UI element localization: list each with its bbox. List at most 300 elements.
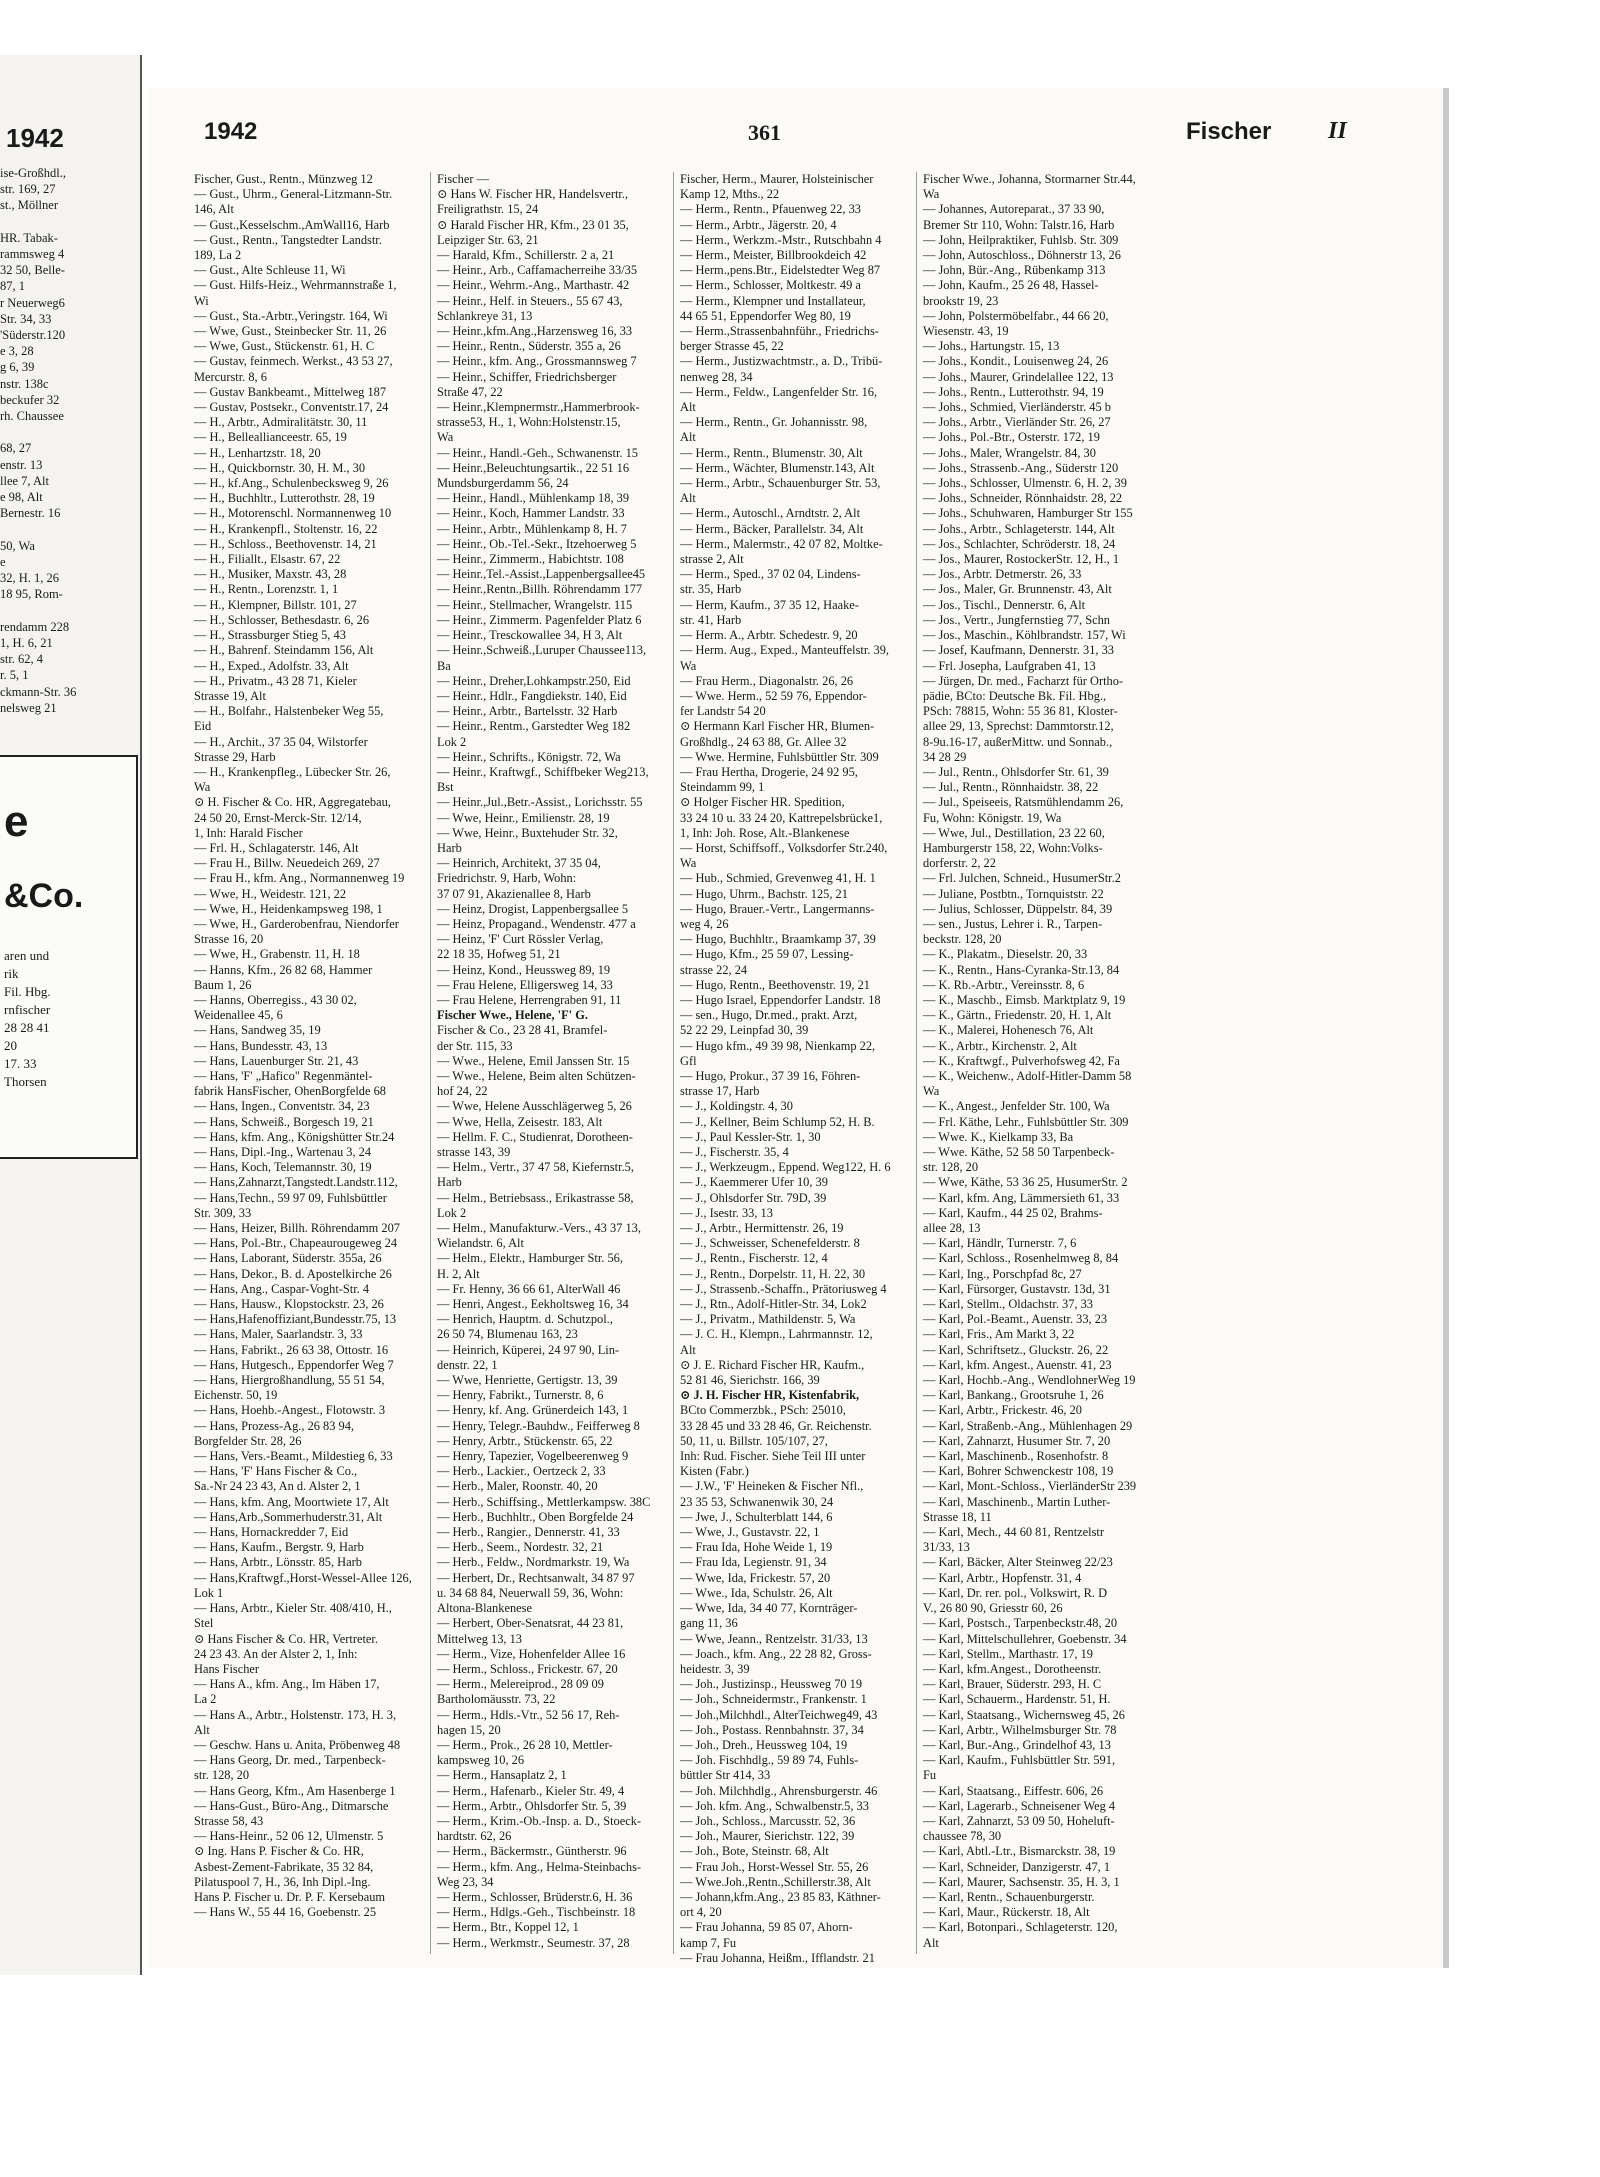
directory-entry: — Hans, Bundesstr. 43, 13 (194, 1038, 328, 1053)
directory-entry: Wa (437, 430, 454, 445)
directory-entry: — Herm., Schloss., Frickestr. 67, 20 (437, 1661, 618, 1676)
directory-entry: La 2 (194, 1692, 217, 1707)
directory-entry: — Herm., Bäckermstr., Güntherstr. 96 (437, 1844, 627, 1859)
directory-entry: — Jul., Speiseeis, Ratsmühlendamm 26, (923, 795, 1124, 810)
directory-entry: 146, Alt (194, 202, 234, 217)
directory-entry: nenweg 28, 34 (680, 369, 753, 384)
directory-entry: — Heinrich, Küperei, 24 97 90, Lin- (437, 1342, 620, 1357)
ad-text-line: 20 (4, 1038, 17, 1053)
directory-entry: 52 22 29, Leinpfad 30, 39 (680, 1023, 809, 1038)
directory-entry: — Karl, Dr. rer. pol., Volkswirt, R. D (923, 1585, 1108, 1600)
directory-entry: — Hans A., Arbtr., Holstenstr. 173, H. 3, (194, 1707, 397, 1722)
directory-entry: — Fr. Henny, 36 66 61, AlterWall 46 (437, 1281, 621, 1296)
directory-entry: — Karl, Maschinenb., Rosenhofstr. 8 (923, 1449, 1109, 1464)
directory-entry: — H., Rentn., Lorenzstr. 1, 1 (194, 582, 339, 597)
directory-entry: — Wwe, H., Heidenkampsweg 198, 1 (194, 901, 383, 916)
previous-page-line (0, 521, 136, 537)
directory-entry: Pilatuspool 7, H., 36, Inh Dipl.-Ing. (194, 1874, 371, 1889)
directory-entry: — Wwe, Heinr., Emilienstr. 28, 19 (437, 810, 610, 825)
directory-entry: Bremer Str 110, Wohn: Talstr.16, Harb (923, 217, 1115, 232)
directory-entry: 37 07 91, Akazienallee 8, Harb (437, 886, 591, 901)
directory-entry: — Heinr.,Schweiß.,Luruper Chaussee113, (437, 643, 647, 658)
directory-entry: Borgfelder Str. 28, 26 (194, 1433, 302, 1448)
directory-entry: Friedrichstr. 9, Harb, Wohn: (437, 871, 577, 886)
directory-entry: — sen., Justus, Lehrer i. R., Tarpen- (923, 916, 1103, 931)
ad-text-line: 28 28 41 (4, 1020, 50, 1035)
directory-entry: — Hans, Prozess-Ag., 26 83 94, (194, 1418, 355, 1433)
directory-entry: ort 4, 20 (680, 1905, 722, 1920)
previous-page-line (0, 602, 136, 618)
directory-entry: — Gust. Hilfs-Heiz., Wehrmannstraße 1, (194, 278, 397, 293)
directory-entry: hof 24, 22 (437, 1084, 488, 1099)
previous-page-line: HR. Tabak- (0, 230, 58, 245)
directory-entry: — Frau H., kfm. Ang., Normannenweg 19 (194, 871, 405, 886)
directory-entry: — Karl, kfm.Angest., Dorotheenstr. (923, 1661, 1102, 1676)
directory-entry: — Heinr.,Tel.-Assist.,Lappenbergsallee45 (437, 567, 646, 582)
directory-entry: — Frau Ida, Legienstr. 91, 34 (680, 1555, 827, 1570)
directory-entry: — Herm. A., Arbtr. Schedestr. 9, 20 (680, 628, 858, 643)
directory-entry: — Hans, Hiergroßhandlung, 55 51 54, (194, 1373, 385, 1388)
directory-entry: — Herm., Rentn., Blumenstr. 30, Alt (680, 445, 863, 460)
ad-text-line: rik (4, 966, 19, 981)
directory-entry: — Herm., Vize, Hohenfelder Allee 16 (437, 1646, 626, 1661)
directory-entry: — Wwe, J., Gustavstr. 22, 1 (680, 1525, 820, 1540)
directory-entry: — Heinr., Handl., Mühlenkamp 18, 39 (437, 491, 630, 506)
directory-entry: H. 2, Alt (437, 1266, 480, 1281)
previous-page-line: e 98, Alt (0, 490, 43, 505)
directory-entry: — Hans, kfm. Ang, Moortwiete 17, Alt (194, 1494, 389, 1509)
directory-entry: — Wwe. Hermine, Fuhlsbüttler Str. 309 (680, 749, 879, 764)
directory-entry: denstr. 22, 1 (437, 1357, 498, 1372)
directory-entry: kampsweg 10, 26 (437, 1753, 525, 1768)
ad-text (4, 947, 51, 1091)
directory-entry: — Henry, kf. Ang. Grünerdeich 143, 1 (437, 1403, 629, 1418)
directory-entry: — Herm., Arbtr., Jägerstr. 20, 4 (680, 217, 837, 232)
directory-entry: Strasse 18, 11 (923, 1509, 992, 1524)
directory-entry: — J., Isestr. 33, 13 (680, 1205, 773, 1220)
directory-entry: — Henry, Tapezier, Vogelbeerenweg 9 (437, 1449, 629, 1464)
directory-entry: — H., Schlosser, Bethesdastr. 6, 26 (194, 612, 370, 627)
directory-entry: — Heinr.,Rentn.,Billh. Röhrendamm 177 (437, 582, 643, 597)
ad-text-line: rnfischer (4, 1002, 51, 1017)
directory-entry: Ba (437, 658, 451, 673)
directory-entry: — Hugo Israel, Eppendorfer Landstr. 18 (680, 992, 881, 1007)
directory-entry: Straße 47, 22 (437, 384, 503, 399)
directory-entry: — Hans, Schweiß., Borgesch 19, 21 (194, 1114, 374, 1129)
directory-entry: — H., Filiallt., Elsastr. 67, 22 (194, 552, 341, 567)
directory-entry: — Karl, Fürsorger, Gustavstr. 13d, 31 (923, 1281, 1111, 1296)
directory-entry: Gfl (680, 1053, 697, 1068)
directory-entry: — Karl, Straßenb.-Ang., Mühlenhagen 29 (923, 1418, 1133, 1433)
directory-entry: — Herb., Buchhltr., Oben Borgfelde 24 (437, 1509, 634, 1524)
directory-entry: Weidenallee 45, 6 (194, 1008, 283, 1023)
directory-entry: — Hans Georg, Kfm., Am Hasenberge 1 (194, 1783, 396, 1798)
previous-page-line: llee 7, Alt (0, 473, 49, 488)
previous-page-line: e (0, 554, 6, 569)
directory-entry: — Gust., Alte Schleuse 11, Wi (194, 263, 346, 278)
directory-entry: — Hans, Lauenburger Str. 21, 43 (194, 1053, 359, 1068)
directory-entry: — Heinr., Handl.-Geh., Schwanenstr. 15 (437, 445, 638, 460)
directory-entry: strasse 22, 24 (680, 962, 748, 977)
directory-entry: — H., Arbtr., Admiralitätstr. 30, 11 (194, 415, 368, 430)
running-head-name: Fischer (1186, 118, 1272, 145)
directory-entry: Eid (194, 719, 212, 734)
directory-entry: — Henri, Angest., Eekholtsweg 16, 34 (437, 1297, 629, 1312)
page-header (148, 88, 1443, 158)
directory-entry: — Karl, Händlr, Turnerstr. 7, 6 (923, 1236, 1077, 1251)
directory-entry: Wiesenstr. 43, 19 (923, 324, 1009, 339)
directory-entry: ⊙ H. Fischer & Co. HR, Aggregatebau, (194, 795, 391, 810)
volume-number: II (1328, 118, 1347, 144)
directory-entry: heidestr. 3, 39 (680, 1661, 750, 1676)
directory-entry: 26 50 74, Blumenau 163, 23 (437, 1327, 578, 1342)
column-1 (188, 172, 431, 1954)
previous-page-line: beckufer 32 (0, 392, 60, 407)
directory-entry: — Heinr., Arbtr., Bartelsstr. 32 Harb (437, 704, 618, 719)
directory-entry: — Julius, Schlosser, Düppelstr. 84, 39 (923, 901, 1113, 916)
directory-entry: — Herm., Hansaplatz 2, 1 (437, 1768, 567, 1783)
directory-entry: — H., kf.Ang., Schulenbecksweg 9, 26 (194, 476, 389, 491)
directory-entry: — Hans, Laborant, Süderstr. 355a, 26 (194, 1251, 382, 1266)
directory-entry: Asbest-Zement-Fabrikate, 35 32 84, (194, 1859, 374, 1874)
directory-entry: — Karl, Kaufm., Fuhlsbüttler Str. 591, (923, 1753, 1116, 1768)
directory-entry: Weg 23, 34 (437, 1874, 494, 1889)
directory-entry: — Hans, Arbtr., Kieler Str. 408/410, H., (194, 1601, 392, 1616)
directory-entry: — Joh.,Milchhdl., AlterTeichweg49, 43 (680, 1707, 878, 1722)
directory-entry: — Helm., Elektr., Hamburger Str. 56, (437, 1251, 623, 1266)
directory-entry: kamp 7, Fu (680, 1935, 737, 1950)
directory-entry: Wi (194, 293, 209, 308)
directory-entry: — Hub., Schmied, Grevenweg 41, H. 1 (680, 871, 876, 886)
directory-entry: — J.W., 'F' Heineken & Fischer Nfl., (680, 1479, 864, 1494)
directory-entry: — Karl, Schauerm., Hardenstr. 51, H. (923, 1692, 1111, 1707)
directory-entry: — Heinz, 'F' Curt Rössler Verlag, (437, 932, 604, 947)
directory-entry: — Hugo, Rentn., Beethovenstr. 19, 21 (680, 977, 870, 992)
previous-page-line: rendamm 228 (0, 619, 70, 634)
directory-entry: — J., Privatm., Mathildenstr. 5, Wa (680, 1312, 856, 1327)
directory-entry: — Joh., Maurer, Sierichstr. 122, 39 (680, 1829, 855, 1844)
directory-entry: Str. 309, 33 (194, 1205, 252, 1220)
directory-entry: Strasse 29, Harb (194, 749, 276, 764)
directory-entry: — Hans, kfm. Ang., Königshütter Str.24 (194, 1129, 395, 1144)
directory-entry: Freiligrathstr. 15, 24 (437, 202, 539, 217)
previous-page-line: 87, 1 (0, 279, 25, 294)
directory-entry: 34 28 29 (923, 749, 967, 764)
directory-entry: ⊙ Hans Fischer & Co. HR, Vertreter. (194, 1631, 378, 1646)
directory-entry: ⊙ Holger Fischer HR. Spedition, (680, 795, 845, 810)
directory-entry: — Hans, Ang., Caspar-Voght-Str. 4 (194, 1281, 370, 1296)
directory-entry: ⊙ Harald Fischer HR, Kfm., 23 01 35, (437, 217, 629, 232)
directory-entry: — J., Werkzeugm., Eppend. Weg122, H. 6 (680, 1160, 891, 1175)
previous-page-line: 18 95, Rom- (0, 587, 63, 602)
directory-entry: — Gustav, Postsekr., Conventstr.17, 24 (194, 400, 389, 415)
directory-entry: — Frl. Julchen, Schneid., HusumerStr.2 (923, 871, 1121, 886)
directory-entry: — Jos., Maler, Gr. Brunnenstr. 43, Alt (923, 582, 1112, 597)
directory-entry: — Gust., Uhrm., General-Litzmann-Str. (194, 187, 393, 202)
directory-entry: Fu, Wohn: Königstr. 19, Wa (923, 810, 1062, 825)
previous-page-line (0, 214, 136, 230)
directory-entry: — Frl. H., Schlagaterstr. 146, Alt (194, 840, 359, 855)
directory-entry: — Herm., Rentn., Pfauenweg 22, 33 (680, 202, 862, 217)
directory-entry: — Hans-Gust., Büro-Ang., Ditmarsche (194, 1798, 389, 1813)
directory-entry: Großhdlg., 24 63 88, Gr. Allee 32 (680, 734, 847, 749)
directory-entry: — Heinrich, Architekt, 37 35 04, (437, 856, 601, 871)
directory-entry: — Joh., Bote, Steinstr. 68, Alt (680, 1844, 829, 1859)
directory-entry: — Heinz, Drogist, Lappenbergsallee 5 (437, 901, 629, 916)
directory-entry: — Herm., Arbtr., Schauenburger Str. 53, (680, 476, 881, 491)
ad-text-line: Fil. Hbg. (4, 984, 51, 999)
page-year: 1942 (204, 118, 258, 145)
previous-page-line: 1, H. 6, 21 (0, 635, 53, 650)
directory-entry: — Johs., Arbtr., Vierländer Str. 26, 27 (923, 415, 1111, 430)
directory-entry: — Herm., Krim.-Ob.-Insp. a. D., Stoeck- (437, 1813, 642, 1828)
directory-entry: — Henrich, Hauptm. d. Schutzpol., (437, 1312, 613, 1327)
directory-entry: strasse 2, Alt (680, 552, 744, 567)
previous-page-line: Bernestr. 16 (0, 506, 61, 521)
directory-entry: — Heinr., Schrifts., Königstr. 72, Wa (437, 749, 621, 764)
directory-entry: str. 128, 20 (923, 1160, 979, 1175)
directory-entry: — Horst, Schiffsoff., Volksdorfer Str.240, (680, 840, 888, 855)
previous-page-line: e 3, 28 (0, 344, 34, 359)
directory-entry: — Herm., Malermstr., 42 07 82, Moltke- (680, 536, 883, 551)
directory-entry: — H., Exped., Adolfstr. 33, Alt (194, 658, 349, 673)
directory-entry: Mittelweg 13, 13 (437, 1631, 523, 1646)
directory-entry: — Karl, Staatsang., Wichernsweg 45, 26 (923, 1707, 1125, 1722)
directory-entry: str. 41, Harb (680, 612, 742, 627)
directory-entry: — Heinz, Kond., Heussweg 89, 19 (437, 962, 611, 977)
directory-entry: strasse 143, 39 (437, 1145, 511, 1159)
directory-entry: — Herm., kfm. Ang., Helma-Steinbachs- (437, 1859, 642, 1874)
directory-entry: — Karl, Mittelschullehrer, Goebenstr. 34 (923, 1631, 1127, 1646)
directory-entry: — Karl, Zahnarzt, 53 09 50, Hoheluft- (923, 1813, 1115, 1828)
directory-entry: brookstr 19, 23 (923, 293, 999, 308)
ad-company: &Co. (4, 877, 84, 915)
directory-entry: — Hans, Hornackredder 7, Eid (194, 1525, 349, 1540)
directory-entry: — John, Autoschloss., Döhnerstr 13, 26 (923, 248, 1121, 263)
directory-entry: Bartholomäusstr. 73, 22 (437, 1692, 556, 1707)
directory-entry: — Joh., Schneidermstr., Frankenstr. 1 (680, 1692, 867, 1707)
directory-entry: Sa.-Nr 24 23 43, An d. Alster 2, 1 (194, 1479, 361, 1494)
directory-entry: — Karl, Bäcker, Alter Steinweg 22/23 (923, 1555, 1113, 1570)
directory-entry: ⊙ Ing. Hans P. Fischer & Co. HR, (194, 1844, 364, 1859)
directory-entry: — sen., Hugo, Dr.med., prakt. Arzt, (680, 1008, 858, 1023)
previous-page-line: g 6, 39 (0, 360, 35, 375)
previous-page-line: enstr. 13 (0, 457, 43, 472)
directory-entry: — Hans, Arbtr., Lönsstr. 85, Harb (194, 1555, 362, 1570)
directory-entry: 24 50 20, Ernst-Merck-Str. 12/14, (194, 810, 362, 825)
directory-entry: — Heinr., Ob.-Tel.-Sekr., Itzehoerweg 5 (437, 536, 637, 551)
directory-entry: — Jwe, J., Schulterblatt 144, 6 (680, 1509, 833, 1524)
directory-entry: — Karl, Lagerarb., Schneisener Weg 4 (923, 1798, 1116, 1813)
directory-entry: — Karl, Stellm., Marthastr. 17, 19 (923, 1646, 1094, 1661)
directory-entry: — Heinr., Rentm., Garstedter Weg 182 (437, 719, 631, 734)
directory-page (148, 88, 1449, 1968)
column-2 (431, 172, 674, 1954)
directory-entry: — Wwe., Helene, Emil Janssen Str. 15 (437, 1053, 630, 1068)
directory-entry: — Josef, Kaufmann, Dennerstr. 31, 33 (923, 643, 1114, 658)
directory-entry: — Karl, Pol.-Beamt., Auenstr. 33, 23 (923, 1312, 1108, 1327)
directory-entry: — Johs., Schmied, Vierländerstr. 45 b (923, 400, 1111, 415)
directory-entry: — Wwe, Hella, Zeisestr. 183, Alt (437, 1114, 603, 1129)
directory-entry: — Frau Herm., Diagonalstr. 26, 26 (680, 673, 854, 688)
directory-entry: beckstr. 128, 20 (923, 932, 1002, 947)
directory-entry: — Karl, Fris., Am Markt 3, 22 (923, 1327, 1075, 1342)
directory-entry: — Herbert, Dr., Rechtsanwalt, 34 87 97 (437, 1570, 635, 1585)
directory-entry: Alt (680, 1342, 696, 1357)
directory-entry: — J., Paul Kessler-Str. 1, 30 (680, 1129, 821, 1144)
directory-entry: der Str. 115, 33 (437, 1038, 513, 1053)
directory-entry: — Hans, Pol.-Btr., Chapeaurougeweg 24 (194, 1236, 398, 1251)
directory-entry: Fischer & Co., 23 28 41, Bramfel- (437, 1023, 608, 1038)
directory-entry: — K., Plakatm., Dieselstr. 20, 33 (923, 947, 1088, 962)
directory-entry: — Heinr.,kfm.Ang.,Harzensweg 16, 33 (437, 324, 633, 339)
directory-entry: — Johs., Arbtr., Schlageterstr. 144, Alt (923, 521, 1115, 536)
directory-entry: — Hans A., kfm. Ang., Im Häben 17, (194, 1677, 380, 1692)
directory-entry: — Hans, Vers.-Beamt., Mildestieg 6, 33 (194, 1449, 393, 1464)
directory-entry: — Heinr., Helf. in Steuers., 55 67 43, (437, 293, 623, 308)
directory-entry: — Johs., Schlosser, Ulmenstr. 6, H. 2, 39 (923, 476, 1127, 491)
ad-text-line: aren und (4, 948, 50, 963)
directory-entry: PSch: 78815, Wohn: 55 36 81, Kloster- (923, 704, 1118, 719)
directory-entry: — Gustav, feinmech. Werkst., 43 53 27, (194, 354, 393, 369)
directory-entry: — Helm., Vertr., 37 47 58, Kiefernstr.5, (437, 1160, 634, 1175)
directory-entry: 33 24 10 u. 33 24 20, Kattrepelsbrücke1, (680, 810, 883, 825)
directory-entry: — Wwe, Käthe, 53 36 25, HusumerStr. 2 (923, 1175, 1128, 1190)
directory-entry: — Karl, Arbtr., Wilhelmsburger Str. 78 (923, 1722, 1117, 1737)
directory-entry: — Karl, Maurer, Sachsenstr. 35, H. 3, 1 (923, 1874, 1120, 1889)
directory-entry: strasse 17, Harb (680, 1084, 760, 1099)
directory-entry: Steindamm 99, 1 (680, 780, 765, 795)
directory-entry: — Geschw. Hans u. Anita, Pröbenweg 48 (194, 1737, 401, 1752)
directory-entry: — Wwe, Gust., Stückenstr. 61, H. C (194, 339, 375, 354)
directory-entry: — John, Kaufm., 25 26 48, Hassel- (923, 278, 1099, 293)
previous-page-strip (0, 55, 142, 1975)
directory-entry: — Wwe, Ida, 34 40 77, Kornträger- (680, 1601, 858, 1616)
directory-entry: — Karl, Rentn., Schauenburgerstr. (923, 1889, 1095, 1904)
directory-entry: — Karl, Kaufm., 44 25 02, Brahms- (923, 1205, 1103, 1220)
directory-entry: — Hans, Heizer, Billh. Röhrendamm 207 (194, 1221, 400, 1236)
directory-entry: — H., Strassburger Stieg 5, 43 (194, 628, 346, 643)
directory-entry: gang 11, 36 (680, 1616, 738, 1631)
directory-entry: — Karl, Staatsang., Eiffestr. 606, 26 (923, 1783, 1104, 1798)
directory-entry: — Karl, Maschinenb., Martin Luther- (923, 1494, 1111, 1509)
directory-entry: büttler Str 414, 33 (680, 1768, 771, 1783)
directory-entry: — Karl, Mech., 44 60 81, Rentzelstr (923, 1525, 1105, 1540)
directory-entry: — Hans, Ingen., Conventstr. 34, 23 (194, 1099, 370, 1114)
directory-entry: — Herm., Werkzm.-Mstr., Rutschbahn 4 (680, 232, 882, 247)
directory-entry: — H., Klempner, Billstr. 101, 27 (194, 597, 357, 612)
page-number: 361 (748, 120, 781, 145)
directory-entry: chaussee 78, 30 (923, 1829, 1002, 1844)
previous-page-year: 1942 (6, 123, 64, 153)
directory-entry: — H., Krankenpfl., Stoltenstr. 16, 22 (194, 521, 378, 536)
directory-entry: Alt (923, 1935, 939, 1950)
directory-entry: — Karl, Hochb.-Ang., WendlohnerWeg 19 (923, 1373, 1136, 1388)
directory-entry: weg 4, 26 (680, 916, 729, 931)
directory-entry: BCto Commerzbk., PSch: 25010, (680, 1403, 846, 1418)
directory-entry: — Hans,Hafenoffiziant,Bundesstr.75, 13 (194, 1312, 397, 1327)
directory-entry: Lok 1 (194, 1585, 224, 1600)
directory-entry: — Hugo kfm., 49 39 98, Nienkamp 22, (680, 1038, 876, 1053)
directory-entry: — Hans, Hutgesch., Eppendorfer Weg 7 (194, 1357, 394, 1372)
directory-entry: — Johs., Kondit., Louisenweg 24, 26 (923, 354, 1109, 369)
directory-entry: — Hans, 'F' „Hafico" Regenmäntel- (194, 1068, 373, 1083)
directory-entry: 31/33, 13 (923, 1540, 970, 1555)
previous-page-line: nelsweg 21 (0, 700, 57, 715)
directory-entry: Wa (680, 856, 697, 871)
directory-entry: — K., Weichenw., Adolf-Hitler-Damm 58 (923, 1068, 1132, 1083)
directory-entry: — Frau Ida, Hohe Weide 1, 19 (680, 1540, 833, 1555)
directory-entry: — Karl, Arbtr., Frickestr. 46, 20 (923, 1403, 1082, 1418)
directory-entry: — Jos., Maschin., Köhlbrandstr. 157, Wi (923, 628, 1126, 643)
directory-entry: — Heinr.,Klempnermstr.,Hammerbrook- (437, 400, 640, 415)
directory-entry: Wa (923, 1084, 940, 1099)
directory-entry: — Karl, Schneider, Danzigerstr. 47, 1 (923, 1859, 1111, 1874)
directory-entry: — Heinr., Arbtr., Mühlenkamp 8, H. 7 (437, 521, 627, 536)
directory-entry: — Herm.,Strassenbahnführ., Friedrichs- (680, 324, 879, 339)
directory-entry: — Joh., Dreh., Heussweg 104, 19 (680, 1737, 848, 1752)
directory-entry: — J., Kaemmerer Ufer 10, 39 (680, 1175, 828, 1190)
directory-entry: — J., Koldingstr. 4, 30 (680, 1099, 793, 1114)
directory-entry: — Karl, Bankang., Grootsruhe 1, 26 (923, 1388, 1104, 1403)
directory-entry: V., 26 80 90, Griesstr 60, 26 (923, 1601, 1063, 1616)
directory-entry: — Heinr., Zimmerm. Pagenfelder Platz 6 (437, 612, 642, 627)
directory-entry: — H., Musiker, Maxstr. 43, 28 (194, 567, 347, 582)
directory-entry: — Gust.,Kesselschm.,AmWall16, Harb (194, 217, 390, 232)
directory-entry: Kamp 12, Mths., 22 (680, 187, 780, 202)
directory-entry: — Karl, Ing., Porschpfad 8c, 27 (923, 1266, 1082, 1281)
directory-entry: — Karl, Postsch., Tarpenbeckstr.48, 20 (923, 1616, 1118, 1631)
directory-entry: — Johann,kfm.Ang., 23 85 83, Käthner- (680, 1889, 881, 1904)
directory-entry: — Heinr., Schiffer, Friedrichsberger (437, 369, 617, 384)
directory-entry: Fu (923, 1768, 937, 1783)
directory-entry: allee 28, 13 (923, 1221, 981, 1236)
directory-entry: Wa (923, 187, 940, 202)
directory-entry: — Johs., Rentn., Lutterothstr. 94, 19 (923, 384, 1104, 399)
directory-entry: — Jos., Schlachter, Schröderstr. 18, 24 (923, 536, 1116, 551)
directory-entry: — K., Arbtr., Kirchenstr. 2, Alt (923, 1038, 1077, 1053)
directory-entry: — Wwe, H., Garderobenfrau, Niendorfer (194, 916, 399, 931)
directory-entry: — J., Ohlsdorfer Str. 79D, 39 (680, 1190, 827, 1205)
directory-entry: — Herm., Melereiprod., 28 09 09 (437, 1677, 604, 1692)
directory-entry: — Herm. Aug., Exped., Manteuffelstr. 39, (680, 643, 889, 658)
directory-entry: — Heinr., Hdlr., Fangdiekstr. 140, Eid (437, 688, 627, 703)
directory-entry: Alt (194, 1722, 210, 1737)
directory-entry: — Joh., Justizinsp., Heussweg 70 19 (680, 1677, 863, 1692)
directory-entry: — John, Heilpraktiker, Fuhlsb. Str. 309 (923, 232, 1119, 247)
directory-entry: Fischer — (437, 172, 489, 186)
directory-entry: — Heinr., Arb., Caffamacherreihe 33/35 (437, 263, 638, 278)
directory-entry: Altona-Blankenese (437, 1601, 532, 1616)
directory-entry: — Jos., Arbtr. Detmerstr. 26, 33 (923, 567, 1082, 582)
directory-entry: Strasse 16, 20 (194, 932, 264, 947)
directory-entry: — Jos., Tischl., Dennerstr. 6, Alt (923, 597, 1086, 612)
directory-entry: Fischer Wwe., Helene, 'F' G. (437, 1008, 588, 1023)
directory-entry: — Heinr., Wehrm.-Ang., Marthastr. 42 (437, 278, 630, 293)
directory-entry: Leipziger Str. 63, 21 (437, 232, 539, 247)
directory-entry: — Henry, Arbtr., Stückenstr. 65, 22 (437, 1433, 613, 1448)
directory-entry: — H., Bahrenf. Steindamm 156, Alt (194, 643, 374, 658)
directory-entry: Baum 1, 26 (194, 977, 252, 992)
directory-entry: — H., Motorenschl. Normannenweg 10 (194, 506, 392, 521)
previous-page-line: ise-Großhdl., (0, 166, 66, 180)
directory-entry: Inh: Rud. Fischer. Siehe Teil III unter (680, 1449, 866, 1464)
directory-entry: — Karl, kfm. Angest., Auenstr. 41, 23 (923, 1357, 1112, 1372)
directory-entry: ⊙ Hans W. Fischer HR, Handelsvertr., (437, 187, 629, 202)
directory-entry: — Herm., Autoschl., Arndtstr. 2, Alt (680, 506, 861, 521)
directory-entry: — Herm., Hdls.-Vtr., 52 56 17, Reh- (437, 1707, 620, 1722)
directory-entry: ⊙ J. H. Fischer HR, Kistenfabrik, (680, 1388, 860, 1403)
